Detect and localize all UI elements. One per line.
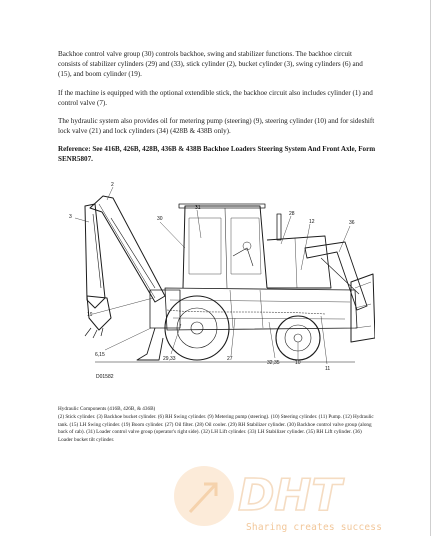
callout-11: 11: [325, 366, 331, 372]
callout-27: 27: [227, 356, 233, 362]
callout-31: 31: [195, 205, 201, 211]
paragraph-reference: Reference: See 416B, 426B, 428B, 436B & 438B Backhoe Loaders Steering System And Front Axle, Form SENR5807.: [58, 145, 376, 163]
watermark-logo-text: DHT: [238, 470, 342, 521]
callout-6-15: 6,15: [95, 352, 105, 358]
callout-29-33: 29,33: [163, 356, 176, 362]
caption-title: Hydraulic Components (416B, 426B, & 436B): [58, 406, 156, 412]
callout-2: 2: [111, 182, 114, 188]
paragraph-hydraulic-system: The hydraulic system also provides oil for metering pump (steering) (9), steering cylinder (10) and for sideshift lock valve (21) and lock cylinders (34) (428B & 438B only).: [58, 117, 375, 135]
callout-3: 3: [69, 214, 72, 220]
callout-10: 10: [295, 360, 301, 366]
callout-30: 30: [157, 216, 163, 222]
paragraph-backhoe-circuit: Backhoe control valve group (30) controls backhoe, swing and stabilizer functions. The backhoe circuit consists of stabilizer cylinders (29) and (33), stick cylinder (2), bucket cylinder (3), swing cylinders (6) and (15), and boom cylinder (19).: [58, 50, 363, 78]
callout-12: 12: [309, 219, 315, 225]
backhoe-loader-drawing: [55, 178, 375, 388]
backhoe-loader-illustration: [55, 178, 375, 388]
callout-19: 19: [87, 312, 93, 318]
caption-text: (2) Stick cylinder. (3) Backhoe bucket cylinder. (6) RH Swing cylinder. (9) Metering pump (steering). (10) Steering cylinder. (11) Pump. (12) Hydraulic tank. (15) LH Swing cylinder. (19) Boom cylinder. (27) Oil filter. (28) Oil cooler. (29) RH Stabilizer cylinder. (30) Backhoe control valve group (along back of cab). (31) Loader control valve group (operator's right side). (32) LH Lift cylinder. (33) LH Stabilizer cylinder. (35) RH Lift cylinder. (36) Loader bucket tilt cylinder.: [58, 413, 374, 444]
watermark-tagline: Sharing creates success: [246, 522, 383, 533]
paragraph-extendible-stick: If the machine is equipped with the optional extendible stick, the backhoe circuit also includes cylinder (1) and control valve (7).: [58, 89, 373, 107]
callout-36: 36: [349, 220, 355, 226]
callout-28: 28: [289, 211, 295, 217]
callout-32-35: 32,35: [267, 360, 280, 366]
figure-caption: [58, 406, 376, 445]
figure-code: D01582: [96, 374, 114, 380]
